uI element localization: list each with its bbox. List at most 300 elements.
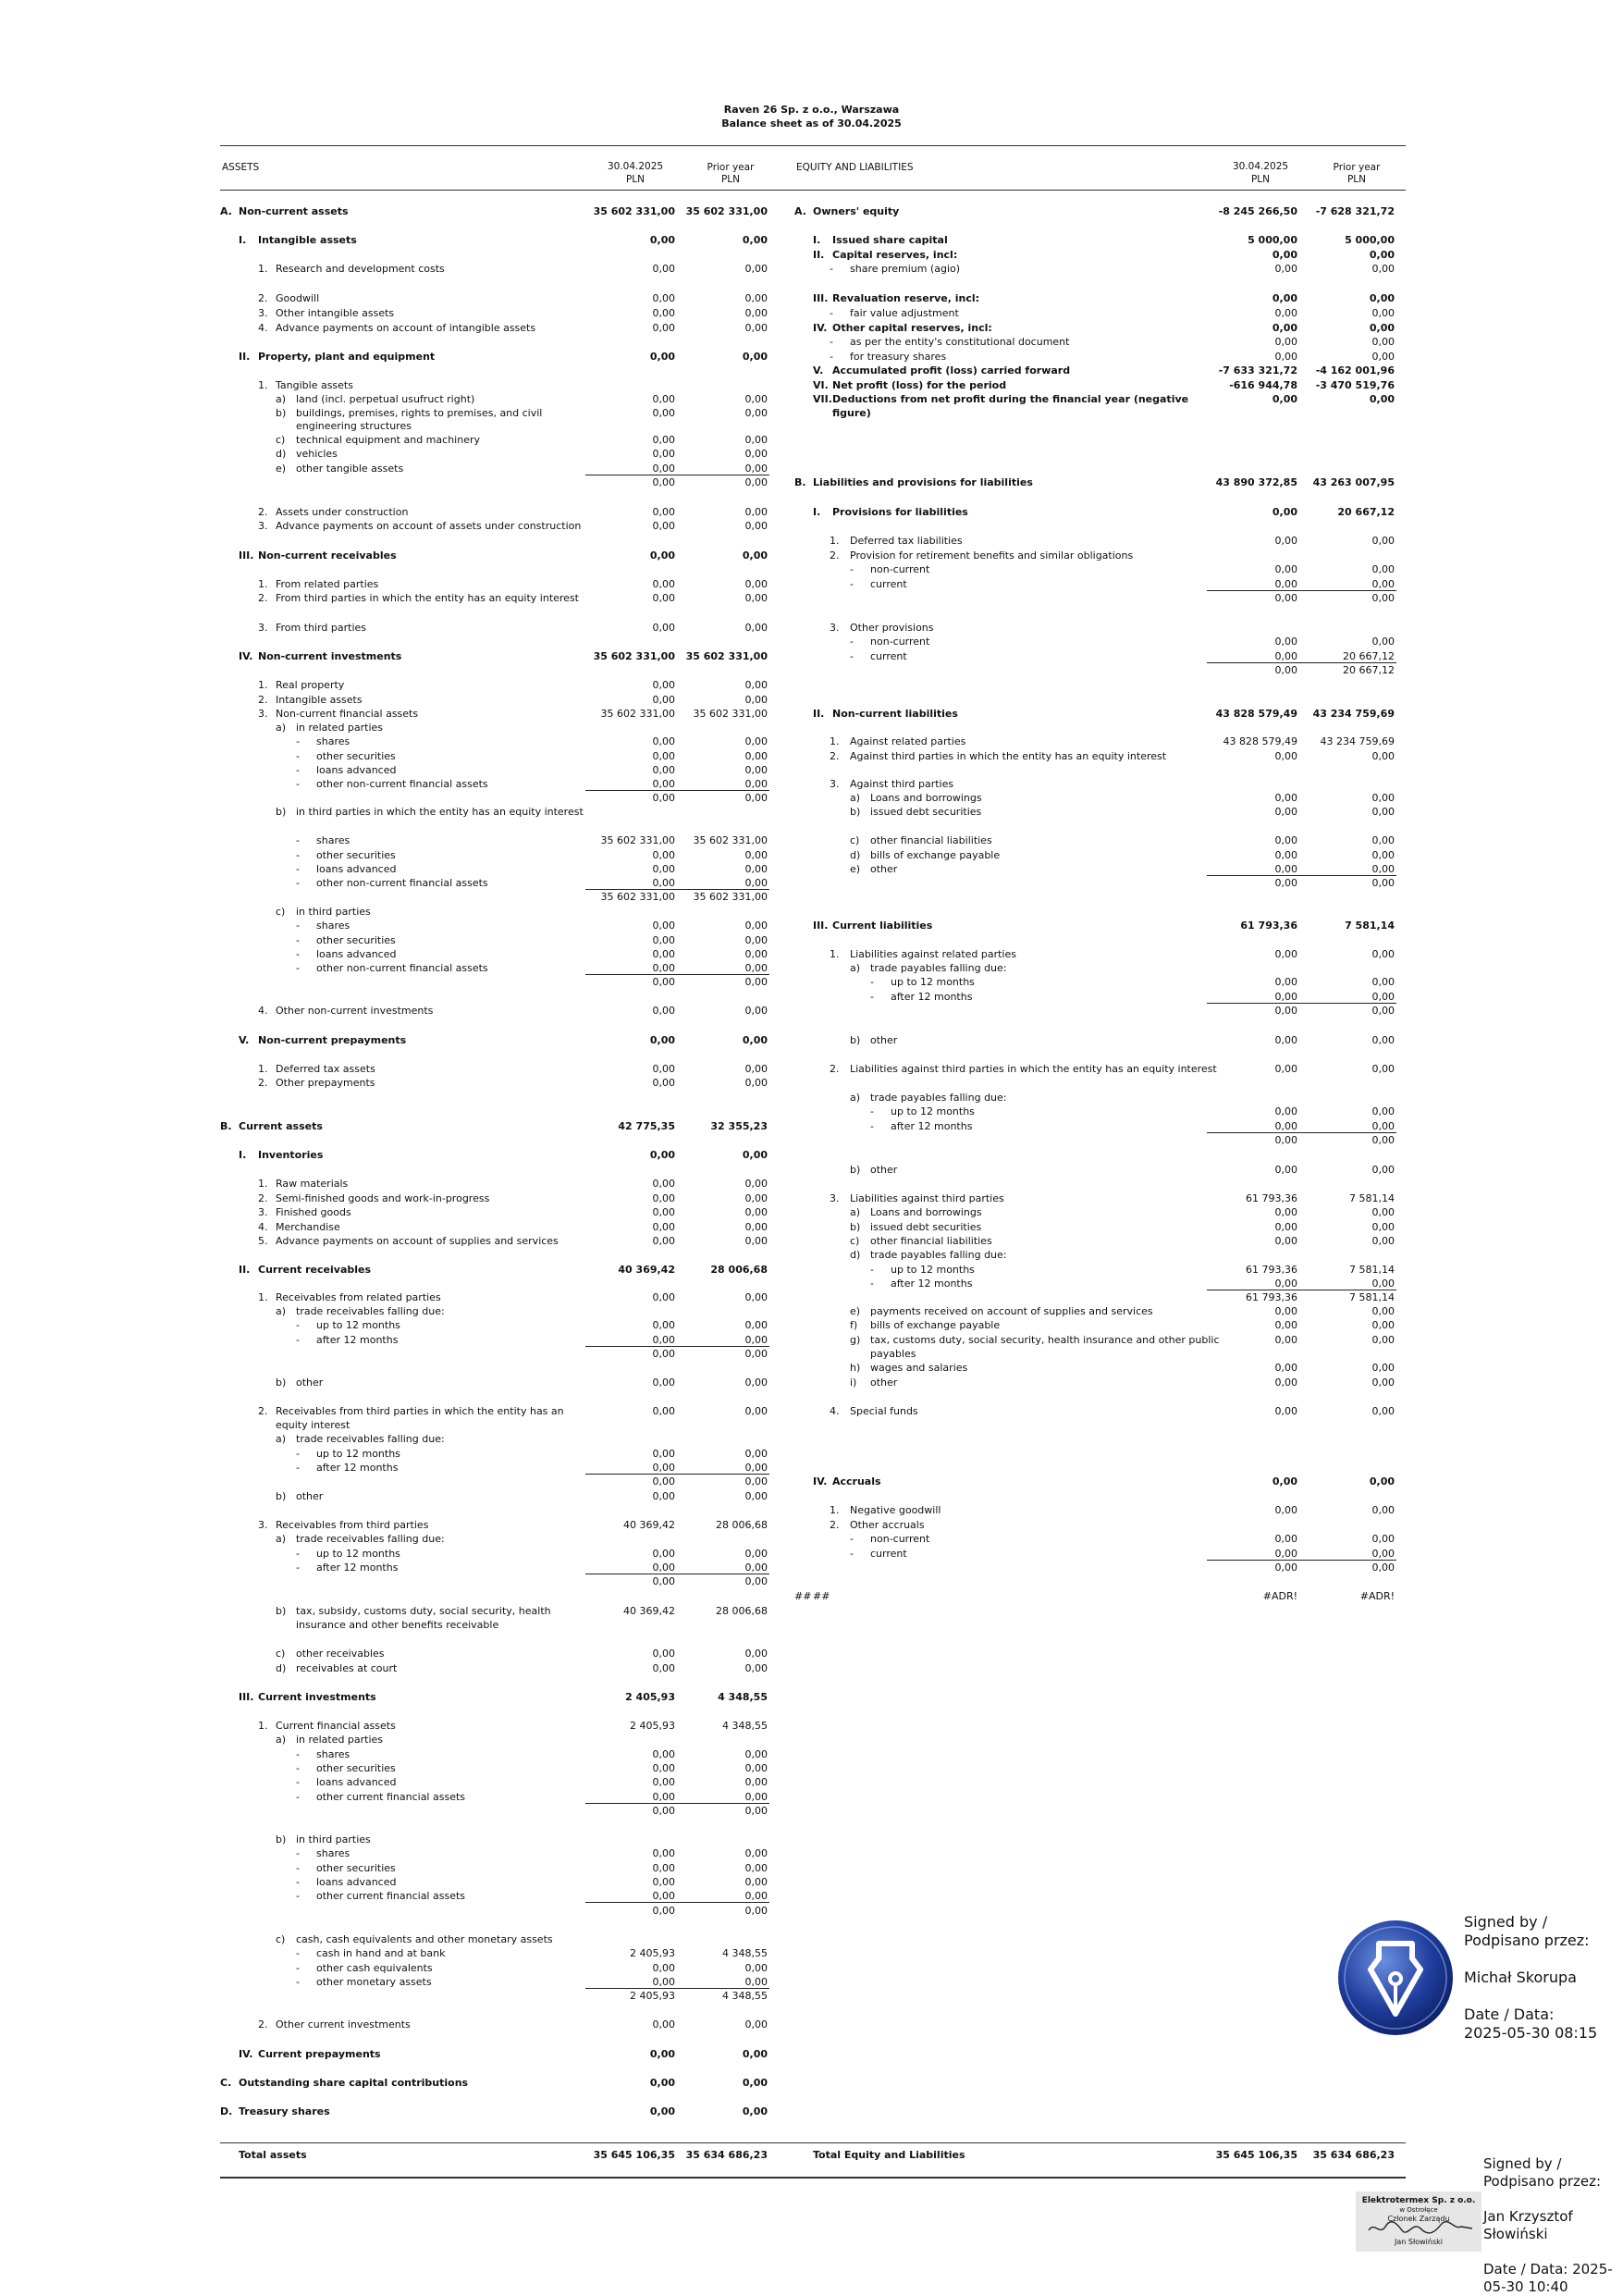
- table-row: [220, 1833, 775, 1846]
- current-value: 0,00: [1274, 1164, 1297, 1176]
- prior-value: 0,00: [1371, 1405, 1395, 1417]
- row-marker: c): [850, 1235, 860, 1247]
- table-row: [794, 306, 1405, 320]
- liabilities-heading: EQUITY AND LIABILITIES: [796, 162, 914, 173]
- current-value: 0,00: [1274, 834, 1297, 846]
- current-value: 0,00: [652, 792, 675, 804]
- table-row: [794, 1191, 1405, 1205]
- table-row: [220, 721, 775, 734]
- row-label: Other prepayments: [276, 1077, 375, 1089]
- prior-value: 0,00: [744, 1905, 768, 1917]
- table-row: [220, 2018, 775, 2031]
- row-label: shares: [316, 735, 350, 747]
- row-label: vehicles: [296, 448, 338, 460]
- table-row: [794, 876, 1405, 890]
- assets-date-currency: PLN: [625, 174, 646, 185]
- row-label: Current assets: [239, 1120, 323, 1132]
- row-label: after 12 months: [891, 1278, 973, 1290]
- row-marker: b): [850, 1221, 861, 1233]
- current-value: 0,00: [1274, 578, 1297, 590]
- row-marker: c): [276, 434, 286, 446]
- prior-value: 0,00: [744, 1648, 768, 1660]
- row-label: shares: [316, 834, 350, 846]
- table-row: [220, 406, 775, 420]
- prior-value: 0,00: [744, 1063, 768, 1075]
- current-value: 0,00: [1274, 1533, 1297, 1545]
- current-value: 0,00: [652, 1847, 675, 1859]
- current-value: 0,00: [1274, 1334, 1297, 1346]
- row-marker: -: [296, 1562, 300, 1574]
- table-row: [220, 707, 775, 721]
- prior-value: 0,00: [744, 1334, 768, 1346]
- current-value: 0,00: [1274, 1405, 1297, 1417]
- current-value: 0,00: [652, 679, 675, 691]
- row-label: payables: [870, 1348, 916, 1360]
- table-row: [220, 1177, 775, 1191]
- prior-value: 0,00: [744, 962, 768, 974]
- prior-value: 0,00: [742, 549, 768, 562]
- table-row: [794, 621, 1405, 635]
- row-label: Real property: [276, 679, 345, 691]
- row-label: Receivables from third parties: [276, 1519, 429, 1531]
- prior-value: 35 602 331,00: [693, 708, 768, 720]
- table-row: [794, 262, 1405, 276]
- row-marker: c): [276, 1933, 286, 1945]
- row-marker: II.: [813, 249, 825, 261]
- prior-value: 7 581,14: [1349, 1264, 1395, 1276]
- row-marker: a): [276, 393, 287, 405]
- prior-value: 0,00: [744, 934, 768, 946]
- row-marker: -: [296, 1876, 300, 1888]
- table-row: [220, 947, 775, 961]
- table-row: [794, 1589, 1405, 1603]
- prior-value: 0,00: [1371, 806, 1395, 818]
- current-value: 35 602 331,00: [600, 708, 675, 720]
- prior-value: -3 470 519,76: [1315, 379, 1395, 391]
- prior-value: 0,00: [1371, 1278, 1395, 1290]
- current-value: 0,00: [652, 578, 675, 590]
- prior-value: 0,00: [742, 234, 768, 246]
- prior-value: 0,00: [744, 764, 768, 776]
- row-marker: 1.: [258, 1063, 268, 1075]
- row-marker: 2.: [258, 1192, 268, 1204]
- row-marker: d): [850, 1249, 861, 1261]
- row-label: other: [870, 1164, 898, 1176]
- row-label: Against third parties: [850, 778, 954, 790]
- row-marker: -: [296, 962, 300, 974]
- row-label: Non-current assets: [239, 205, 349, 217]
- table-row: [794, 1333, 1405, 1347]
- row-label: Advance payments on account of supplies and services: [276, 1235, 559, 1247]
- current-value: 0,00: [652, 849, 675, 861]
- row-label: up to 12 months: [316, 1319, 400, 1331]
- current-value: 0,00: [652, 1776, 675, 1788]
- row-label: other: [870, 863, 898, 875]
- prior-value: 35 634 686,23: [1312, 2149, 1395, 2161]
- row-marker: a): [276, 1734, 287, 1746]
- prior-value: 28 006,68: [716, 1519, 768, 1531]
- table-row: [220, 1989, 775, 2003]
- signature-2-date-label: Date / Data: 2025-: [1483, 2261, 1613, 2277]
- row-marker: 1.: [258, 1178, 268, 1190]
- table-row: [220, 1447, 775, 1461]
- prior-value: 0,00: [742, 1149, 768, 1161]
- company-stamp: [1356, 2191, 1482, 2252]
- table-row: [220, 805, 775, 819]
- prior-value: 7 581,14: [1349, 1291, 1395, 1303]
- table-row: [220, 649, 775, 663]
- row-marker: -: [296, 948, 300, 960]
- current-value: 0,00: [652, 1876, 675, 1888]
- row-marker: 3.: [258, 708, 268, 720]
- table-row: [220, 306, 775, 320]
- row-marker: -: [296, 1947, 300, 1959]
- table-row: [794, 1347, 1405, 1361]
- table-row: [220, 1062, 775, 1076]
- row-marker: 1.: [830, 1504, 840, 1516]
- row-marker: A.: [794, 205, 806, 217]
- row-label: Advance payments on account of intangible assets: [276, 322, 536, 334]
- table-row: [794, 1133, 1405, 1147]
- row-marker: -: [296, 1776, 300, 1788]
- row-label: Against related parties: [850, 735, 966, 747]
- prior-value: 0,00: [744, 920, 768, 932]
- prior-value: 0,00: [744, 735, 768, 747]
- current-value: 0,00: [1274, 806, 1297, 818]
- table-row: [220, 475, 775, 489]
- prior-value: 0,00: [1371, 991, 1395, 1003]
- row-label: up to 12 months: [891, 1105, 975, 1117]
- table-row: [220, 862, 775, 876]
- table-row: [794, 1205, 1405, 1219]
- row-label: bills of exchange payable: [870, 1319, 1001, 1331]
- current-value: 0,00: [1272, 393, 1297, 405]
- table-row: [220, 876, 775, 890]
- current-value: -616 944,78: [1229, 379, 1297, 391]
- row-label: Deductions from net profit during the financial year (negative: [832, 393, 1189, 405]
- assets-heading: ASSETS: [222, 162, 260, 173]
- prior-value: 0,00: [1371, 563, 1395, 575]
- row-marker: -: [296, 920, 300, 932]
- row-label: after 12 months: [891, 1120, 973, 1132]
- current-value: 0,00: [652, 778, 675, 790]
- current-value: #ADR!: [1262, 1590, 1297, 1602]
- prior-value: 0,00: [744, 1490, 768, 1502]
- row-marker: a): [276, 1433, 287, 1445]
- current-value: 0,00: [652, 1490, 675, 1502]
- table-row: [220, 1790, 775, 1804]
- table-row: [220, 1761, 775, 1775]
- row-label: Provision for retirement benefits and similar obligations: [850, 549, 1134, 562]
- current-value: 0,00: [1274, 1562, 1297, 1574]
- row-marker: 3.: [258, 1206, 268, 1218]
- row-label: buildings, premises, rights to premises, and civil: [296, 407, 543, 419]
- prior-value: 0,00: [1371, 1376, 1395, 1389]
- prior-value: 0,00: [744, 1562, 768, 1574]
- table-row: [220, 291, 775, 305]
- prior-value: 0,00: [744, 393, 768, 405]
- assets-prior-currency: PLN: [720, 174, 741, 185]
- prior-value: 0,00: [744, 1005, 768, 1017]
- current-value: 0,00: [1274, 863, 1297, 875]
- table-row: [794, 1163, 1405, 1177]
- prior-value: -4 162 001,96: [1315, 364, 1395, 376]
- row-label: Other provisions: [850, 622, 934, 634]
- signature-1-block: [1464, 1913, 1597, 2043]
- prior-value: 0,00: [744, 307, 768, 319]
- table-row: [794, 791, 1405, 805]
- table-row: [220, 1191, 775, 1205]
- prior-value: 7 581,14: [1345, 920, 1395, 932]
- table-row: [220, 678, 775, 692]
- table-row: [220, 791, 775, 805]
- prior-value: 0,00: [744, 1448, 768, 1460]
- prior-value: 35 602 331,00: [693, 834, 768, 846]
- row-marker: -: [850, 578, 854, 590]
- row-label: receivables at court: [296, 1662, 398, 1674]
- row-marker: b): [276, 407, 287, 419]
- row-label: Receivables from related parties: [276, 1291, 441, 1303]
- prior-value: 4 348,55: [722, 1990, 768, 2002]
- table-row: [220, 1719, 775, 1733]
- table-row: [220, 1804, 775, 1818]
- row-label: Deferred tax assets: [276, 1063, 375, 1075]
- row-label: Liabilities against related parties: [850, 948, 1016, 960]
- prior-value: 0,00: [744, 1291, 768, 1303]
- current-value: 0,00: [652, 1221, 675, 1233]
- current-value: 61 793,36: [1246, 1264, 1297, 1276]
- current-value: 0,00: [1274, 976, 1297, 988]
- current-value: 40 369,42: [618, 1264, 675, 1276]
- table-row: [794, 233, 1405, 247]
- table-row: [794, 364, 1405, 377]
- row-label: in related parties: [296, 1734, 384, 1746]
- current-value: 0,00: [652, 750, 675, 762]
- row-marker: I.: [813, 506, 821, 518]
- prior-value: 0,00: [744, 1890, 768, 1902]
- row-label: Deferred tax liabilities: [850, 535, 963, 547]
- table-row: [794, 1033, 1405, 1047]
- table-row: [220, 1574, 775, 1588]
- current-value: 0,00: [649, 234, 675, 246]
- current-value: 0,00: [652, 934, 675, 946]
- table-row: [794, 947, 1405, 961]
- table-row: [794, 635, 1405, 648]
- current-value: 0,00: [652, 1192, 675, 1204]
- row-marker: 1.: [258, 1291, 268, 1303]
- prior-value: 0,00: [1371, 636, 1395, 648]
- current-value: 0,00: [1274, 307, 1297, 319]
- table-row: [220, 1661, 775, 1675]
- row-label: equity interest: [276, 1419, 350, 1431]
- prior-value: 0,00: [744, 1762, 768, 1774]
- table-row: [220, 1547, 775, 1561]
- current-value: 0,00: [652, 1348, 675, 1360]
- table-row: [794, 1220, 1405, 1234]
- row-marker: -: [296, 1962, 300, 1974]
- table-row: [794, 378, 1405, 392]
- current-value: 0,00: [652, 1405, 675, 1417]
- row-label: other current financial assets: [316, 1890, 466, 1902]
- current-value: 5 000,00: [1248, 234, 1297, 246]
- table-row: [220, 577, 775, 591]
- row-marker: B.: [794, 476, 806, 488]
- current-value: 0,00: [1274, 1063, 1297, 1075]
- row-marker: b): [850, 806, 861, 818]
- prior-value: 0,00: [744, 1405, 768, 1417]
- current-value: 40 369,42: [623, 1605, 675, 1617]
- current-value: 0,00: [652, 407, 675, 419]
- table-row: [220, 1004, 775, 1018]
- current-value: 0,00: [652, 1805, 675, 1817]
- current-value: 0,00: [1274, 1034, 1297, 1046]
- current-value: 0,00: [1272, 506, 1297, 518]
- row-label: other securities: [316, 934, 396, 946]
- table-row: [794, 1361, 1405, 1375]
- prior-value: 0,00: [744, 778, 768, 790]
- table-row: [220, 1747, 775, 1761]
- prior-value: 0,00: [744, 679, 768, 691]
- prior-value: 0,00: [1371, 1120, 1395, 1132]
- stamp-city: w Ostrołęce: [1399, 2206, 1438, 2214]
- row-label: other monetary assets: [316, 1976, 432, 1988]
- row-marker: a): [276, 1305, 287, 1317]
- row-label: Owners' equity: [813, 205, 900, 217]
- row-marker: B.: [220, 1120, 232, 1132]
- table-row: [220, 1932, 775, 1946]
- table-row: [220, 848, 775, 862]
- table-row: [220, 1404, 775, 1418]
- prior-value: 0,00: [1371, 750, 1395, 762]
- row-marker: -: [296, 863, 300, 875]
- prior-value: 0,00: [744, 1575, 768, 1587]
- row-marker: ##: [794, 1590, 812, 1602]
- prior-value: 0,00: [1369, 322, 1395, 334]
- table-row: [220, 621, 775, 635]
- prior-value: 4 348,55: [718, 1691, 768, 1703]
- stamp-role: Członek Zarządu: [1387, 2215, 1450, 2223]
- row-label: shares: [316, 1748, 350, 1760]
- prior-value: 0,00: [1371, 877, 1395, 889]
- table-row: [220, 933, 775, 947]
- row-label: Loans and borrowings: [870, 792, 982, 804]
- prior-value: 0,00: [1371, 1504, 1395, 1516]
- current-value: 0,00: [649, 2077, 675, 2089]
- current-value: 0,00: [652, 292, 675, 304]
- current-value: 0,00: [649, 1149, 675, 1161]
- row-marker: -: [850, 636, 854, 648]
- prior-value: 0,00: [744, 750, 768, 762]
- table-row: [794, 1404, 1405, 1418]
- prior-value: 43 234 759,69: [1320, 735, 1395, 747]
- prior-value: 0,00: [1371, 1034, 1395, 1046]
- row-marker: III.: [813, 292, 829, 304]
- prior-value: 0,00: [744, 322, 768, 334]
- prior-value: 0,00: [744, 976, 768, 988]
- prior-value: #ADR!: [1359, 1590, 1395, 1602]
- current-value: 0,00: [1274, 877, 1297, 889]
- row-marker: -: [296, 1976, 300, 1988]
- document-title: Balance sheet as of 30.04.2025: [721, 117, 902, 130]
- current-value: 0,00: [1274, 1005, 1297, 1017]
- prior-value: 0,00: [1369, 1475, 1395, 1487]
- row-label: non-current: [870, 636, 930, 648]
- row-label: bills of exchange payable: [870, 849, 1001, 861]
- row-marker: -: [296, 1762, 300, 1774]
- row-label: Other accruals: [850, 1519, 925, 1531]
- table-row: [220, 462, 775, 475]
- row-marker: b): [850, 1164, 861, 1176]
- row-label: Accruals: [832, 1475, 881, 1487]
- row-marker: -: [830, 263, 833, 275]
- row-label: loans advanced: [316, 863, 397, 875]
- current-value: 43 890 372,85: [1215, 476, 1297, 488]
- row-marker: 2.: [830, 750, 840, 762]
- row-marker: b): [276, 1833, 287, 1845]
- prior-value: 0,00: [742, 2105, 768, 2117]
- prior-value: 0,00: [744, 292, 768, 304]
- prior-value: 4 348,55: [722, 1947, 768, 1959]
- current-value: 0,00: [649, 351, 675, 363]
- row-label: Current investments: [258, 1691, 376, 1703]
- current-value: 0,00: [652, 920, 675, 932]
- row-label: current: [870, 1548, 907, 1560]
- prior-value: 0,00: [744, 1475, 768, 1487]
- row-marker: -: [296, 764, 300, 776]
- current-value: 0,00: [652, 463, 675, 475]
- prior-value: 0,00: [744, 1348, 768, 1360]
- row-label: Liabilities and provisions for liabilities: [813, 476, 1033, 488]
- table-row: [220, 1618, 775, 1632]
- row-label: tax, customs duty, social security, health insurance and other public: [870, 1334, 1220, 1346]
- row-label: payments received on account of supplies and services: [870, 1305, 1153, 1317]
- row-label: Treasury shares: [239, 2105, 330, 2117]
- prior-value: 0,00: [744, 1462, 768, 1474]
- row-marker: V.: [239, 1034, 250, 1046]
- current-value: 0,00: [652, 476, 675, 488]
- row-marker: 1.: [258, 679, 268, 691]
- prior-value: 43 263 007,95: [1312, 476, 1395, 488]
- row-label: trade receivables falling due:: [296, 1433, 445, 1445]
- prior-value: 0,00: [744, 1178, 768, 1190]
- signature-2-block: [1483, 2155, 1613, 2296]
- row-marker: c): [276, 906, 286, 918]
- table-row: [794, 961, 1405, 975]
- prior-value: 0,00: [1371, 1164, 1395, 1176]
- row-marker: IV.: [239, 650, 253, 662]
- table-row: [794, 321, 1405, 335]
- row-label: ##: [813, 1590, 830, 1602]
- table-row: [794, 1062, 1405, 1076]
- current-value: 0,00: [652, 520, 675, 532]
- row-marker: 4.: [258, 1221, 268, 1233]
- table-row: [220, 419, 775, 433]
- table-row: [220, 2105, 775, 2118]
- table-row: [794, 862, 1405, 876]
- row-marker: II.: [239, 1264, 251, 1276]
- row-label: Non-current liabilities: [832, 708, 958, 720]
- row-label: after 12 months: [316, 1562, 399, 1574]
- current-value: 0,00: [652, 1662, 675, 1674]
- table-row: [220, 1318, 775, 1332]
- current-value: 0,00: [1274, 1120, 1297, 1132]
- current-value: 0,00: [1272, 1475, 1297, 1487]
- row-marker: 1.: [830, 735, 840, 747]
- table-row: [220, 1119, 775, 1133]
- row-label: land (incl. perpetual usufruct right): [296, 393, 475, 405]
- current-value: 0,00: [1274, 351, 1297, 363]
- current-value: 0,00: [1274, 792, 1297, 804]
